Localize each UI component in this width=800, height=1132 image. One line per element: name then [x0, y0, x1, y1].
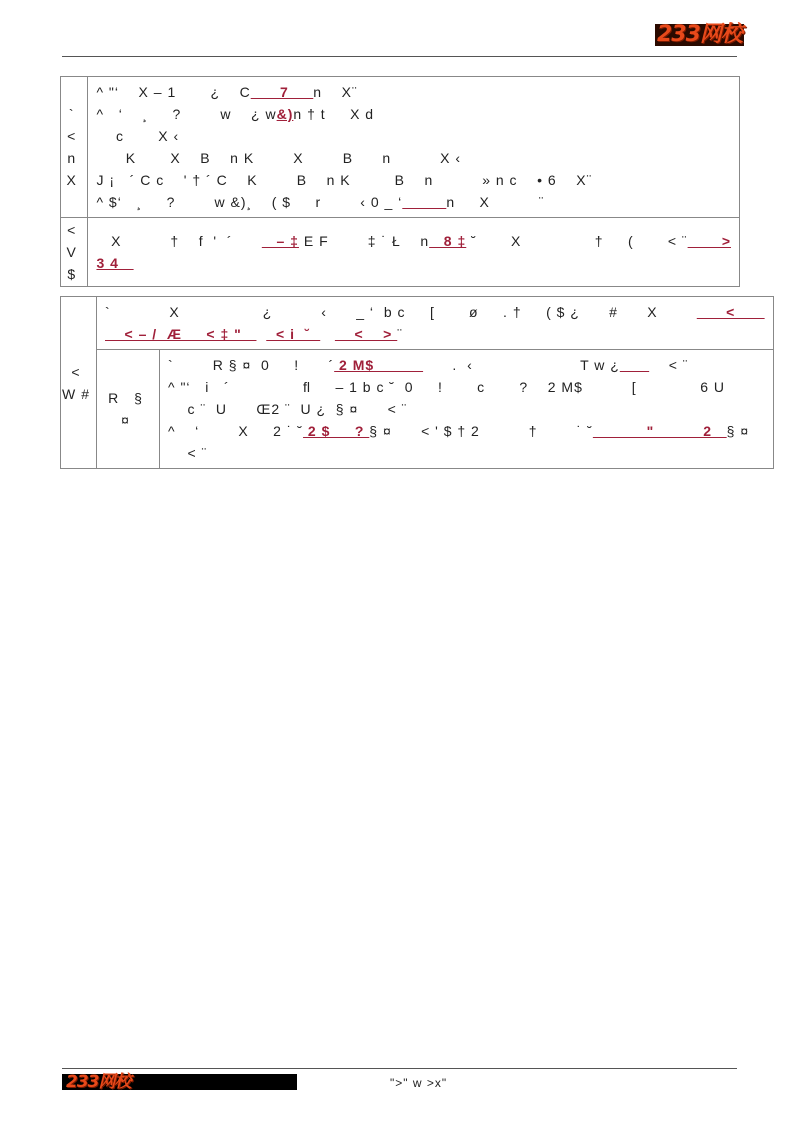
blank-answer: 2 $ ? [303, 423, 370, 439]
blank-answer [402, 194, 446, 210]
blank-answer: 7 [250, 84, 314, 100]
text-line [96, 169, 731, 191]
text-line [96, 252, 731, 274]
footer-logo: 233网校 [66, 1072, 131, 1092]
row-content [88, 218, 740, 287]
blank-answer: > [687, 233, 731, 249]
text-segment: c ¨ U Œ2 ¨ U ¿ § ¤ < ¨ [168, 401, 408, 417]
table-row [61, 77, 740, 218]
footer-rule [62, 1068, 737, 1069]
row-label: < V $ [61, 218, 88, 287]
text-line [105, 323, 765, 345]
blank-answer: 2 M$ [334, 357, 424, 373]
content-table-2 [60, 296, 774, 469]
blank-answer: 3 4 [96, 255, 134, 271]
blank-answer: < > [334, 326, 398, 342]
text-segment: ` R § ¤ 0 ! ´ [168, 357, 335, 373]
page-number: ">" w >x" [390, 1076, 448, 1090]
text-segment: ¨ [397, 326, 403, 342]
text-line [168, 398, 765, 420]
text-segment: ^ "‘ i ´ ﬂ – 1 b c ˘ 0 ! c ? 2 M$ [ 6 U [168, 379, 725, 395]
text-segment: ^ ‘ X 2 ˙ ˘ [168, 423, 304, 439]
header-rule [62, 56, 737, 57]
text-line [96, 230, 731, 252]
text-segment: n † t X d [293, 106, 375, 122]
text-segment: ˘ X † ( < ¨ [466, 233, 688, 249]
row-content [97, 297, 774, 350]
row-content [160, 350, 774, 469]
row-content [88, 77, 740, 218]
text-segment: n X¨ [313, 84, 358, 100]
table-row [61, 350, 774, 469]
row-label [61, 77, 88, 218]
text-line [168, 442, 765, 464]
text-segment: n X ¨ [446, 194, 545, 210]
blank-answer [620, 357, 649, 373]
table-row [61, 297, 774, 350]
text-segment: < ¨ [649, 357, 689, 373]
text-line [96, 191, 731, 213]
text-segment [320, 326, 335, 342]
text-line [96, 147, 731, 169]
brand-logo: 233网校 [657, 22, 742, 47]
blank-answer: < [696, 304, 765, 320]
label-line: ` < n [67, 106, 82, 166]
text-line [168, 420, 765, 442]
blank-answer: – ‡ [261, 233, 299, 249]
text-segment: § ¤ < ' $ † 2 † ˙ ˘ [369, 423, 593, 439]
text-segment: < ¨ [168, 445, 208, 461]
text-line [168, 354, 765, 376]
blank-answer: &) [276, 106, 294, 122]
text-segment: E F ‡ ˙ Ł n [298, 233, 430, 249]
text-line [105, 301, 765, 323]
text-line [96, 125, 731, 147]
text-line [96, 81, 731, 103]
text-segment: ^ ‘ ¸ ? w ¿ w [96, 106, 277, 122]
text-segment: J ¡ ´ C c ' † ´ C K B n K B n » n c • 6 X¨ [96, 172, 593, 188]
sub-row-label: R § ¤ [97, 350, 160, 469]
content-table-1 [60, 76, 740, 287]
text-segment: ` X ¿ ‹ _ ‘ b c [ ø . † ( $ ¿ # X [105, 304, 697, 320]
blank-answer: " 2 [592, 423, 727, 439]
text-segment: § ¤ [726, 423, 750, 439]
text-segment: c X ‹ [96, 128, 180, 144]
row-label: < W# [61, 297, 97, 469]
text-line [96, 103, 731, 125]
blank-answer: 8 ‡ [429, 233, 467, 249]
text-segment [256, 326, 266, 342]
text-segment: K X B n K X B n X ‹ [96, 150, 461, 166]
text-line [168, 376, 765, 398]
text-segment: . ‹ T w ¿ [423, 357, 620, 373]
blank-answer: < i ˘ [266, 326, 321, 342]
text-segment: ^ "‘ X – 1 ¿ C [96, 84, 251, 100]
table-row [61, 218, 740, 287]
text-segment: ^ $‘ ¸ ? w &)¸ ( $ r ‹ 0 _ ‘ [96, 194, 403, 210]
label-line: X [66, 172, 82, 188]
text-segment: X † f ' ´ [96, 233, 262, 249]
blank-answer: < – / Æ < ‡ " [105, 326, 257, 342]
